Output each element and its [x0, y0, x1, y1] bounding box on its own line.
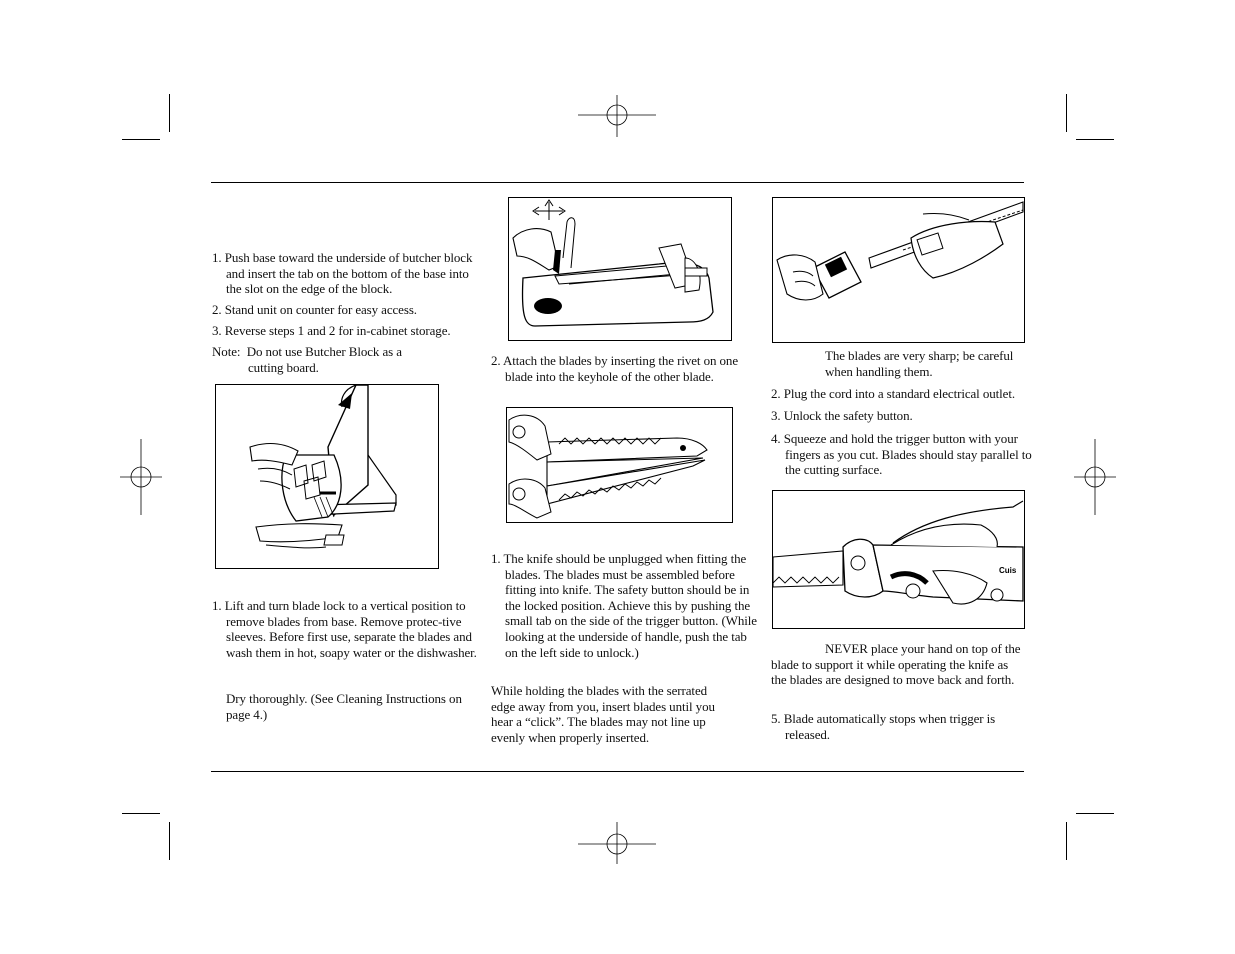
crop-mark-top-right-h	[1076, 139, 1114, 140]
col1-step-1: 1. Push base toward the underside of butcher block and insert the tab on the bottom of the base into the slot on the edge of the block.	[212, 250, 473, 297]
col3-warning: NEVER place your hand on top of the blade to support it while operating the knife as the blades are designed to move back and forth.	[771, 641, 1021, 688]
col2-step-unplug: 1. The knife should be unplugged when fitting the blades. The blades must be assembled before fitting into knife. The safety button should be in the locked position. Achieve this by pushing the small tab on the side of the trigger button. (While looking at the underside of handle, push the tab on the left side to unlock.)	[491, 551, 757, 660]
bottom-rule	[211, 771, 1024, 772]
brand-mark: Cuis	[999, 566, 1017, 575]
crop-mark-bottom-left-v	[169, 822, 170, 860]
col1-step-3: 3. Reverse steps 1 and 2 for in-cabinet storage.	[212, 323, 451, 338]
figure-knife-insert	[772, 197, 1025, 343]
figure-knife-operation	[772, 490, 1025, 629]
registration-mark-bottom	[578, 822, 656, 864]
registration-mark-left	[120, 439, 162, 515]
crop-mark-top-left-v	[169, 94, 170, 132]
col1-step-2: 2. Stand unit on counter for easy access.	[212, 302, 417, 317]
col3-caution: The blades are very sharp; be careful when handling them.	[825, 348, 1014, 379]
figure-butcher-block	[215, 384, 439, 569]
col2-insert-blades-para: While holding the blades with the serrated edge away from you, insert blades until you hear a “click”. The blades may not line up evenly when properly inserted.	[491, 683, 715, 745]
figure-blade-assembly	[506, 407, 733, 523]
note-line-2: cutting board.	[248, 359, 319, 375]
col1-note	[212, 344, 466, 375]
note-label: Note:	[212, 344, 241, 359]
note-line-1: Do not use Butcher Block as a	[246, 344, 402, 359]
col3-step-3: 3. Unlock the safety button.	[771, 408, 913, 423]
crop-mark-top-right-v	[1066, 94, 1067, 132]
registration-mark-top	[578, 95, 656, 137]
col2-step-attach-blades: 2. Attach the blades by inserting the rivet on one blade into the keyhole of the other blade.	[491, 353, 738, 384]
registration-mark-right	[1074, 439, 1116, 515]
top-rule	[211, 182, 1024, 183]
crop-mark-bottom-left-h	[122, 813, 160, 814]
col3-step-4: 4. Squeeze and hold the trigger button with your fingers as you cut. Blades should stay parallel to the cutting surface.	[771, 431, 1032, 478]
col1-dry-note: Dry thoroughly. (See Cleaning Instructions on page 4.)	[226, 691, 462, 722]
col3-step-5: 5. Blade automatically stops when trigger is released.	[771, 711, 996, 742]
crop-mark-bottom-right-h	[1076, 813, 1114, 814]
crop-mark-bottom-right-v	[1066, 822, 1067, 860]
crop-mark-top-left-h	[122, 139, 160, 140]
col3-step-2: 2. Plug the cord into a standard electrical outlet.	[771, 386, 1015, 401]
figure-blade-removal	[508, 197, 732, 341]
col1-step-blade-lock: 1. Lift and turn blade lock to a vertical position to remove blades from base. Remove protec-tive sleeves. Before first use, separate the blades and wash them in hot, soapy water or the dishwasher.	[212, 598, 477, 660]
